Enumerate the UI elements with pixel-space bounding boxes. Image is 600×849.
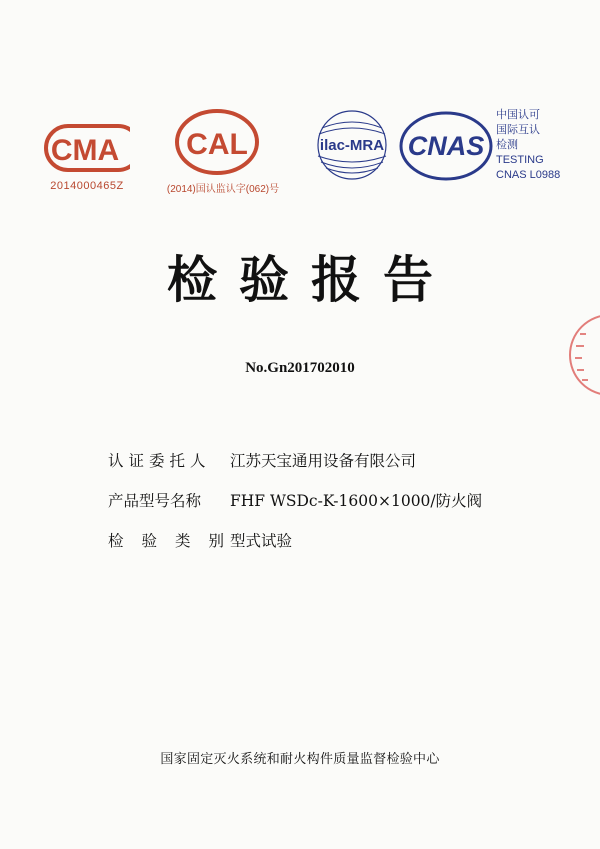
- page-title: 检验报告: [167, 251, 455, 309]
- field-row-category: [108, 520, 568, 560]
- cnas-line: 检测: [496, 139, 518, 151]
- red-seal-icon: [566, 312, 600, 398]
- cnas-line: 国际互认: [496, 124, 540, 136]
- cnas-line: 中国认可: [496, 109, 540, 121]
- field-row-client: [108, 440, 568, 480]
- field-label: 产品型号名称: [108, 492, 202, 510]
- cma-number: 2014000465Z: [50, 180, 124, 192]
- cal-logo-icon: [174, 108, 260, 176]
- issuing-organization: 国家固定灭火系统和耐火构件质量监督检验中心: [160, 752, 440, 767]
- field-value: FHF WSDc-K-1600×1000/防火阀: [230, 492, 483, 510]
- cnas-line: TESTING: [496, 154, 544, 166]
- field-value: 江苏天宝通用设备有限公司: [230, 452, 417, 470]
- ilac-logo-text: ilac-MRA: [319, 137, 385, 154]
- field-label: 认证委托人: [108, 452, 211, 470]
- field-row-product: [108, 480, 568, 520]
- cma-logo-text: CMA: [50, 134, 120, 167]
- cnas-accreditation-text: [496, 108, 596, 183]
- cal-logo-text: CAL: [186, 128, 248, 161]
- field-label: 检验类别: [108, 532, 243, 550]
- cnas-line: CNAS L0988: [496, 169, 561, 181]
- field-value: 型式试验: [230, 532, 293, 550]
- report-fields: [108, 440, 568, 560]
- ilac-mra-logo-icon: [306, 108, 398, 182]
- cnas-logo-icon: [398, 110, 494, 182]
- report-number: No.Gn201702010: [245, 360, 355, 376]
- cal-number: (2014)国认监认字(062)号: [166, 184, 280, 195]
- cnas-logo-text: CNAS: [407, 131, 485, 161]
- cma-logo-icon: [38, 122, 130, 174]
